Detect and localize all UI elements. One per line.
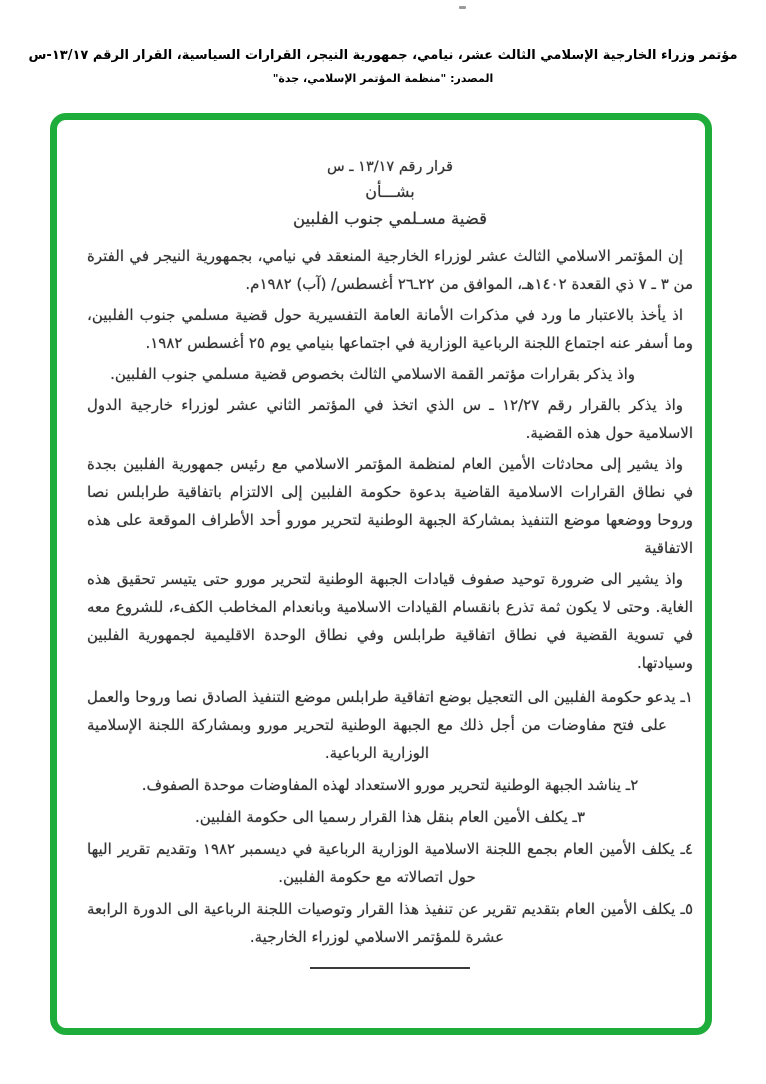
end-rule	[310, 967, 470, 969]
operative-items	[87, 683, 693, 951]
paragraph-referring-unity: واذ يشير الى ضرورة توحيد صفوف قيادات الجبهة الوطنية لتحرير مورو حتى يتيسر تحقيق هذه الغاية. وحتى لا يكون ثمة تذرع بانقسام القيادات الاسلامية وبانعدام المخاطب الكفء، للشروع معه في تسوية القضية في نطاق اتفاقية طرابلس وفي نطاق الوحدة الاقليمية لجمهورية الفلبين وسيادتها.	[87, 570, 693, 672]
scan-artifact	[459, 6, 466, 9]
resolution-number: قرار رقم ١٣/١٧ ـ س	[327, 159, 453, 175]
item-number: ٣ـ	[572, 808, 585, 826]
item-text: يناشد الجبهة الوطنية لتحرير مورو الاستعداد لهذه المفاوضات موحدة الصفوف.	[141, 776, 621, 794]
scanned-document-frame	[50, 113, 712, 1035]
item-text: يكلف الأمين العام بتقديم تقرير عن تنفيذ هذا القرار وتوصيات اللجنة الرباعية الى الدورة الرابعة عشرة للمؤتمر الاسلامي لوزراء الخارجية.	[87, 900, 676, 946]
paragraph-recalling-summit: واذ يذكر بقرارات مؤتمر القمة الاسلامي الثالث بخصوص قضية مسلمي جنوب الفلبين.	[110, 365, 635, 383]
item-text: يكلف الأمين العام بنقل هذا القرار رسميا الى حكومة الفلبين.	[195, 808, 568, 826]
scanned-document	[57, 120, 705, 1028]
list-item	[87, 803, 693, 831]
item-number: ٢ـ	[625, 776, 639, 794]
paragraph-recalling-resolution: واذ يذكر بالقرار رقم ١٢/٢٧ ـ س الذي اتخذ في المؤتمر الثاني عشر لوزراء خارجية الدول الاسلامية حول هذه القضية.	[87, 396, 693, 442]
resolution-title: قضية مسـلمي جنوب الفلبين	[292, 209, 488, 228]
header-title: مؤتمر وزراء الخارجية الإسلامي الثالث عشر، نيامي، جمهورية النيجر، القرارات السياسية، القرار الرقم ١٣/١٧-س	[28, 48, 738, 63]
paragraph-preamble: إن المؤتمر الاسلامي الثالث عشر لوزراء الخارجية المنعقد في نيامي، بجمهورية النيجر في الفترة من ٣ ـ ٧ ذي القعدة ١٤٠٢هـ، الموافق من ٢٢ـ٢٦ أغسطس/ (آب) ١٩٨٢م.	[87, 247, 693, 293]
paragraph-considering: اذ يأخذ بالاعتبار ما ورد في مذكرات الأمانة العامة التفسيرية حول قضية مسلمي جنوب الفلبين، وما أسفر عنه اجتماع اللجنة الرباعية الوزارية في اجتماعها بنيامي يوم ٢٥ أغسطس ١٩٨٢.	[87, 306, 693, 352]
list-item	[87, 835, 693, 891]
list-item	[87, 895, 693, 951]
paragraph-referring-talks: واذ يشير إلى محادثات الأمين العام لمنظمة المؤتمر الاسلامي مع رئيس جمهورية الفلبين بجدة في نطاق القرارات الاسلامية القاضية بدعوة حكومة الفلبين إلى الالتزام باتفاقية طرابلس نصا وروحا ووضعها موضع التنفيذ بمشاركة الجبهة الوطنية لتحرير مورو أحد الأطراف الموقعة على هذه الاتفاقية	[87, 455, 693, 557]
item-text: يكلف الأمين العام بجمع اللجنة الاسلامية الوزارية الرباعية في ديسمبر ١٩٨٢ وتقديم تقرير اليها حول اتصالاته مع حكومة الفلبين.	[87, 840, 675, 886]
item-number: ٥ـ	[680, 900, 693, 918]
item-number: ٤ـ	[680, 840, 693, 858]
list-item	[87, 683, 693, 767]
header-source: المصدر: "منظمة المؤتمر الإسلامي، جدة"	[272, 72, 494, 85]
document-header	[0, 47, 766, 85]
item-text: يدعو حكومة الفلبين الى التعجيل بوضع اتفاقية طرابلس موضع التنفيذ الصادق نصا وروحا والعمل على فتح مفاوضات من أجل ذلك مع الجبهة الوطنية لتحرير مورو وبمشاركة اللجنة الإسلامية الوزارية الرباعية.	[87, 688, 676, 762]
item-number: ١ـ	[680, 688, 693, 706]
resolution-subject-label: بشـــأن	[365, 182, 415, 201]
list-item	[87, 771, 693, 799]
